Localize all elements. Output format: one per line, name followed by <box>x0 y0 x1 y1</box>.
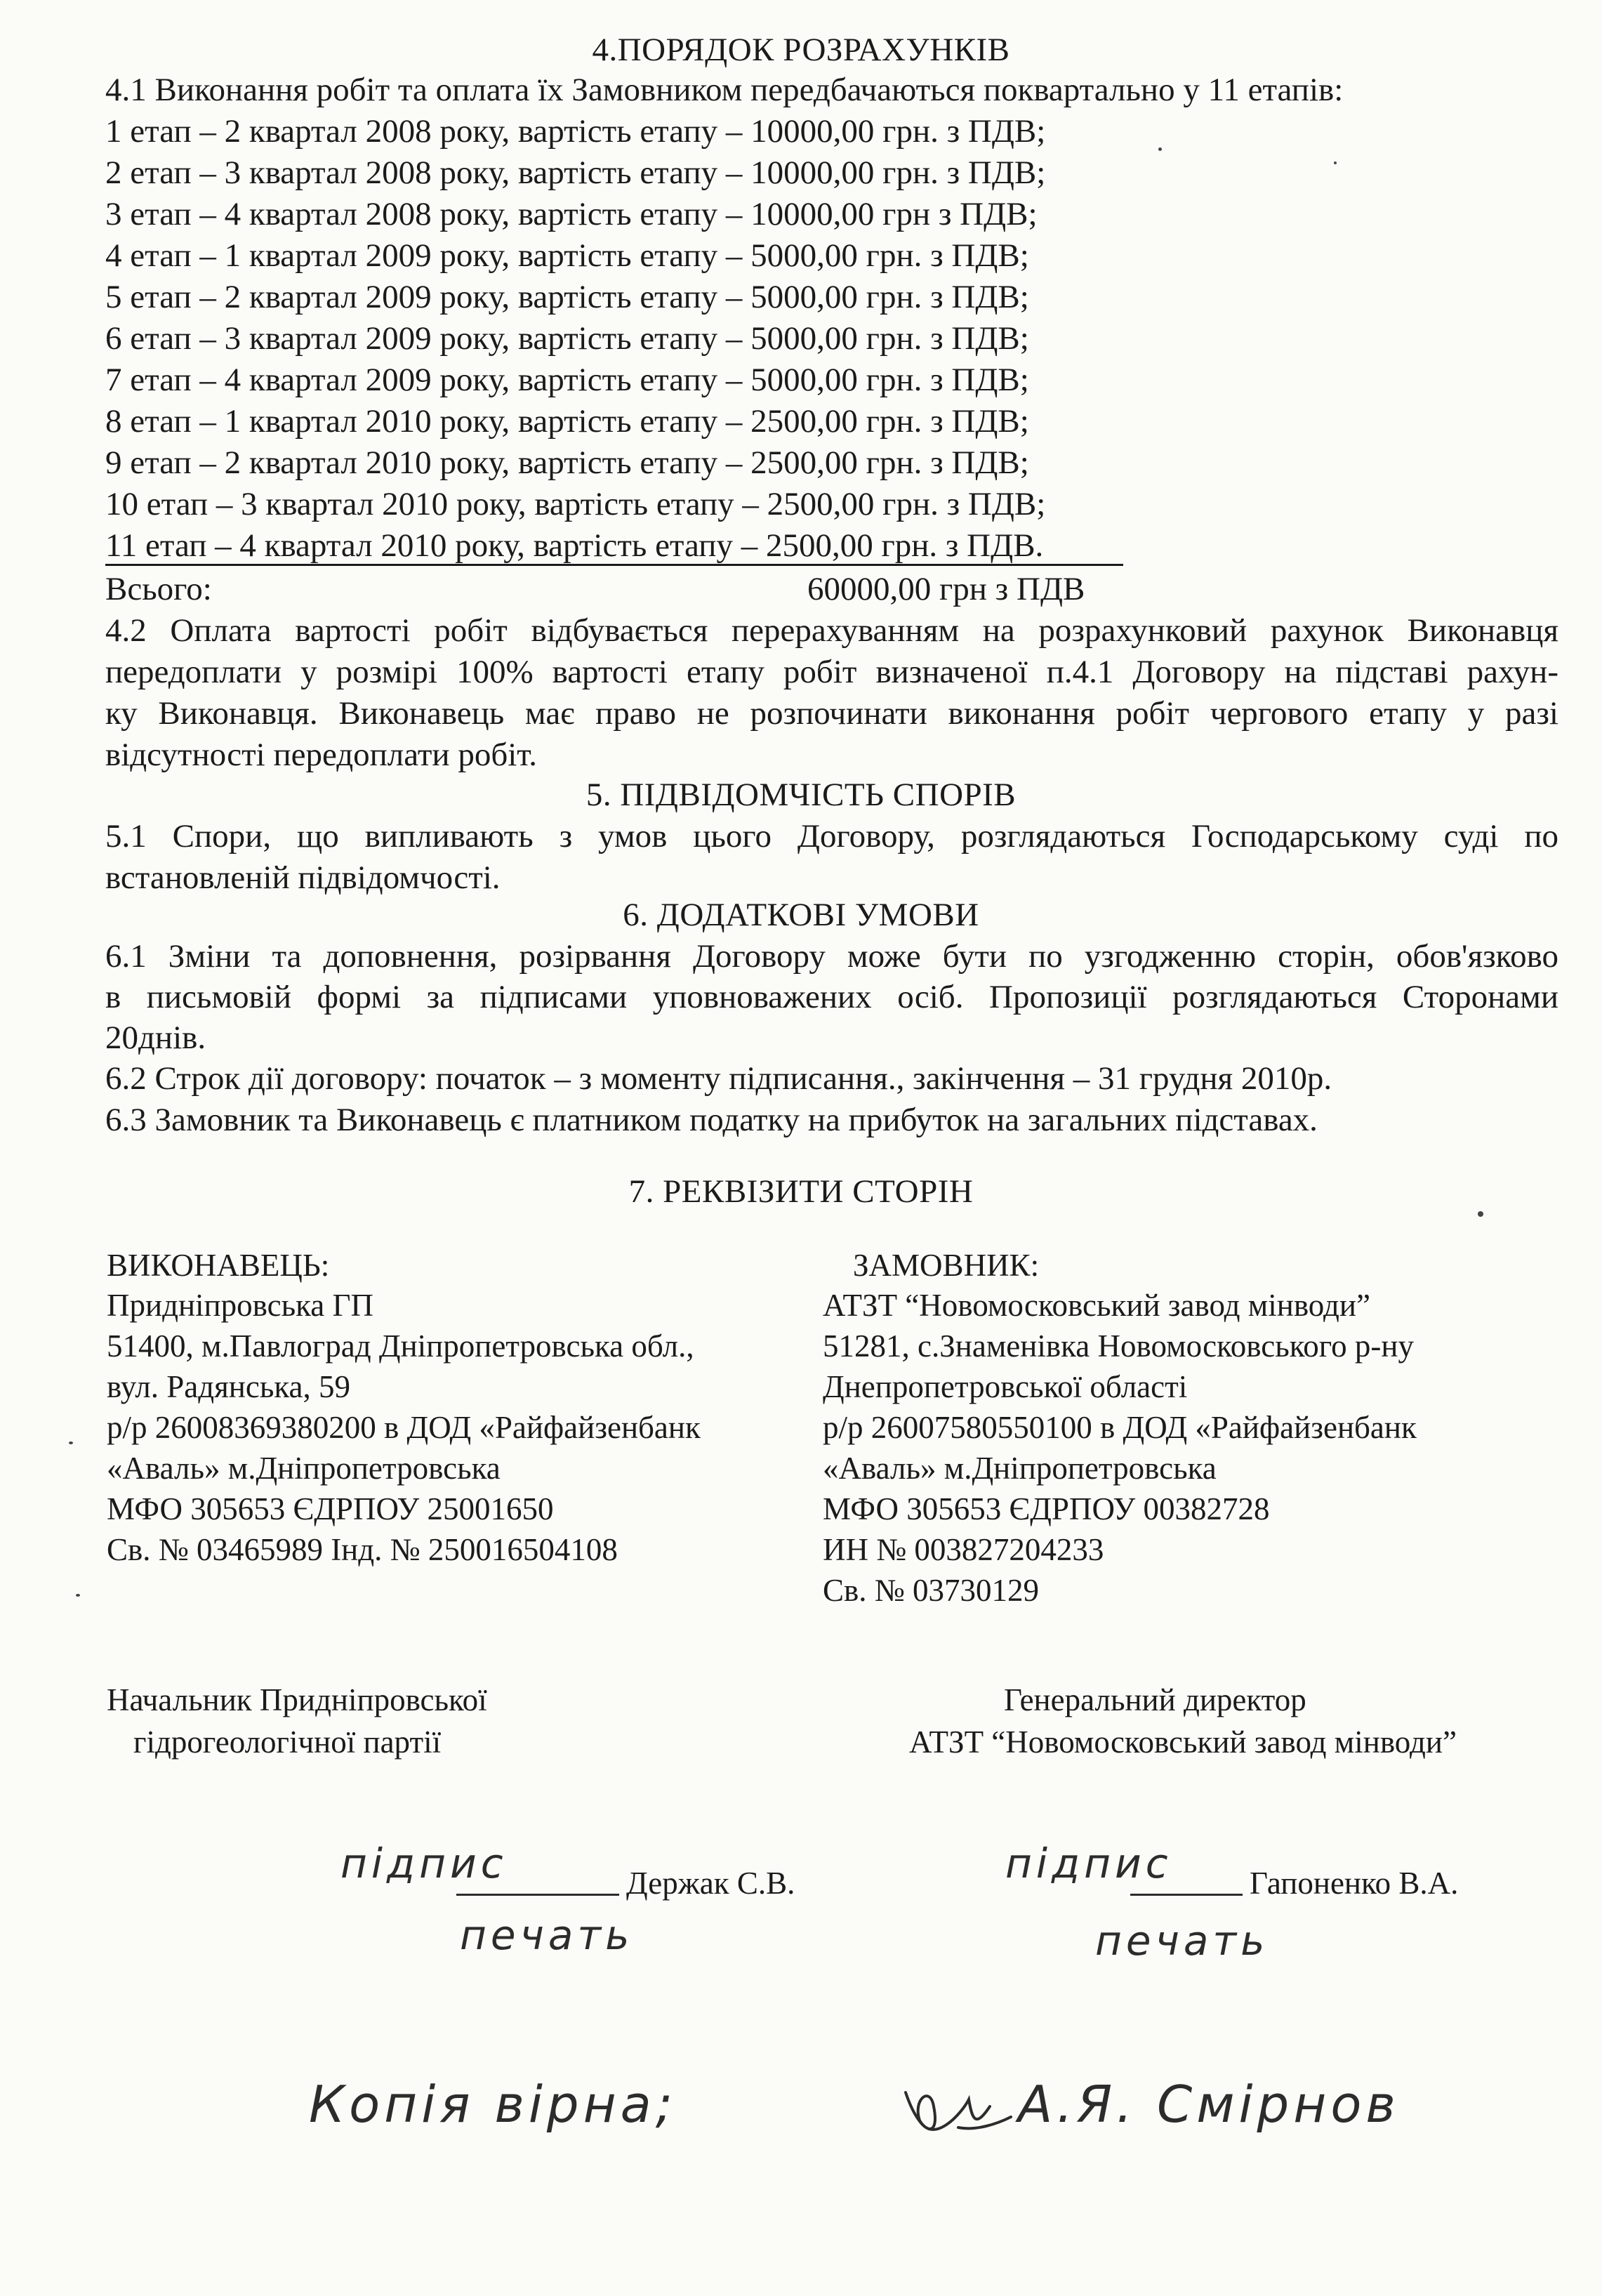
right-signer-title: Генеральний директор <box>1004 1682 1306 1717</box>
executor-line: р/р 26008369380200 в ДОД «Райфайзенбанк <box>107 1410 701 1445</box>
customer-line: 51281, с.Знаменівка Новомосковського р-ну <box>823 1328 1414 1364</box>
section-7-title: 7. РЕКВІЗИТИ СТОРІН <box>628 1173 974 1210</box>
right-signer-name: Гапоненко В.А. <box>1250 1866 1459 1901</box>
handwritten-initials <box>892 2078 1018 2156</box>
stage-line: 10 етап – 3 квартал 2010 року, вартість етапу – 2500,00 грн. з ПДВ; <box>105 486 1046 522</box>
stage-line: 7 етап – 4 квартал 2009 року, вартість етапу – 5000,00 грн. з ПДВ; <box>105 362 1029 398</box>
customer-line: Св. № 03730129 <box>823 1573 1039 1608</box>
right-handwritten-signature: підпис <box>1005 1840 1172 1887</box>
stage-line: 1 етап – 2 квартал 2008 року, вартість етапу – 10000,00 грн. з ПДВ; <box>105 113 1046 150</box>
right-handwritten-seal: печать <box>1095 1917 1269 1965</box>
executor-line: вул. Радянська, 59 <box>107 1369 351 1404</box>
scan-speck <box>1478 1211 1483 1217</box>
certifier-name: А.Я. Смірнов <box>1018 2075 1400 2134</box>
executor-line: «Аваль» м.Дніпропетровська <box>107 1451 501 1486</box>
executor-line: ВИКОНАВЕЦЬ: <box>107 1248 330 1283</box>
customer-line: р/р 26007580550100 в ДОД «Райфайзенбанк <box>823 1410 1417 1445</box>
left-signature-line <box>456 1894 619 1896</box>
executor-line: Придніпровська ГП <box>107 1288 374 1323</box>
executor-line: МФО 305653 ЄДРПОУ 25001650 <box>107 1491 554 1526</box>
section-5-title: 5. ПІДВІДОМЧІСТЬ СПОРІВ <box>585 777 1017 813</box>
stage-underline <box>105 564 1123 566</box>
right-signer-title: АТЗТ “Новомосковський завод мінводи” <box>909 1724 1457 1760</box>
customer-line: ЗАМОВНИК: <box>853 1248 1040 1283</box>
customer-line: АТЗТ “Новомосковський завод мінводи” <box>823 1288 1370 1323</box>
clause-6-1-line: 6.1 Зміни та доповнення, розірвання Договору може бути по узгодженню сторін, обов'язково <box>105 938 1558 975</box>
customer-line: ИН № 003827204233 <box>823 1532 1104 1567</box>
executor-line: Св. № 03465989 Інд. № 250016504108 <box>107 1532 618 1567</box>
customer-line: «Аваль» м.Дніпропетровська <box>823 1451 1217 1486</box>
left-signer-name: Держак С.В. <box>626 1866 795 1901</box>
right-signature-line <box>1130 1894 1243 1896</box>
certification-note: Копія вірна; <box>309 2075 677 2134</box>
stage-line: 9 етап – 2 квартал 2010 року, вартість етапу – 2500,00 грн. з ПДВ; <box>105 444 1029 481</box>
stage-line: 2 етап – 3 квартал 2008 року, вартість етапу – 10000,00 грн. з ПДВ; <box>105 154 1046 191</box>
left-handwritten-signature: підпис <box>340 1840 508 1887</box>
scan-speck <box>76 1594 80 1597</box>
stage-line: 3 етап – 4 квартал 2008 року, вартість етапу – 10000,00 грн з ПДВ; <box>105 196 1038 232</box>
clause-5-1-line: 5.1 Спори, що випливають з умов цього Договору, розглядаються Господарському суді по <box>105 818 1558 855</box>
stage-line: 8 етап – 1 квартал 2010 року, вартість етапу – 2500,00 грн. з ПДВ; <box>105 403 1029 440</box>
clause-4-2-line: ку Виконавця. Виконавець має право не розпочинати виконання робіт чергового етапу у разі <box>105 695 1558 732</box>
customer-line: МФО 305653 ЄДРПОУ 00382728 <box>823 1491 1270 1526</box>
stage-line: 5 етап – 2 квартал 2009 року, вартість етапу – 5000,00 грн. з ПДВ; <box>105 279 1029 315</box>
clause-4-1-intro: 4.1 Виконання робіт та оплата їх Замовником передбачаються поквартально у 11 етапів: <box>105 72 1344 108</box>
stage-line: 4 етап – 1 квартал 2009 року, вартість етапу – 5000,00 грн. з ПДВ; <box>105 237 1029 274</box>
clause-6-1-line: в письмовій формі за підписами уповноважених осіб. Пропозиції розглядаються Сторонами <box>105 979 1558 1015</box>
left-handwritten-seal: печать <box>460 1911 634 1959</box>
clause-6-3: 6.3 Замовник та Виконавець є платником податку на прибуток на загальних підставах. <box>105 1102 1318 1138</box>
stage-line: 6 етап – 3 квартал 2009 року, вартість етапу – 5000,00 грн. з ПДВ; <box>105 320 1029 357</box>
clause-4-2-line: 4.2 Оплата вартості робіт відбувається перерахуванням на розрахунковий рахунок Виконавця <box>105 612 1558 649</box>
stage-line: 11 етап – 4 квартал 2010 року, вартість етапу – 2500,00 грн. з ПДВ. <box>105 527 1044 564</box>
section-4-title: 4.ПОРЯДОК РОЗРАХУНКІВ <box>592 32 1010 68</box>
clause-4-2-line: відсутності передоплати робіт. <box>105 737 538 773</box>
total-value: 60000,00 грн з ПДВ <box>807 571 1085 607</box>
total-label: Всього: <box>105 571 212 607</box>
left-signer-title: гідрогеологічної партії <box>133 1724 442 1760</box>
section-6-title: 6. ДОДАТКОВІ УМОВИ <box>623 897 979 933</box>
clause-6-1-line: 20днів. <box>105 1020 206 1056</box>
clause-4-2-line: передоплати у розмірі 100% вартості етапу робіт визначеної п.4.1 Договору на підставі рахун- <box>105 654 1558 690</box>
scan-speck <box>1334 161 1337 164</box>
left-signer-title: Начальник Придніпровської <box>107 1682 487 1717</box>
clause-5-1-line: встановленій підвідомчості. <box>105 859 501 896</box>
clause-6-2: 6.2 Строк дії договору: початок – з моменту підписання., закінчення – 31 грудня 2010р. <box>105 1060 1332 1097</box>
scan-speck <box>69 1441 73 1444</box>
scan-speck <box>1158 147 1162 151</box>
customer-line: Днепропетровської області <box>823 1369 1188 1404</box>
executor-line: 51400, м.Павлоград Дніпропетровська обл., <box>107 1328 694 1364</box>
